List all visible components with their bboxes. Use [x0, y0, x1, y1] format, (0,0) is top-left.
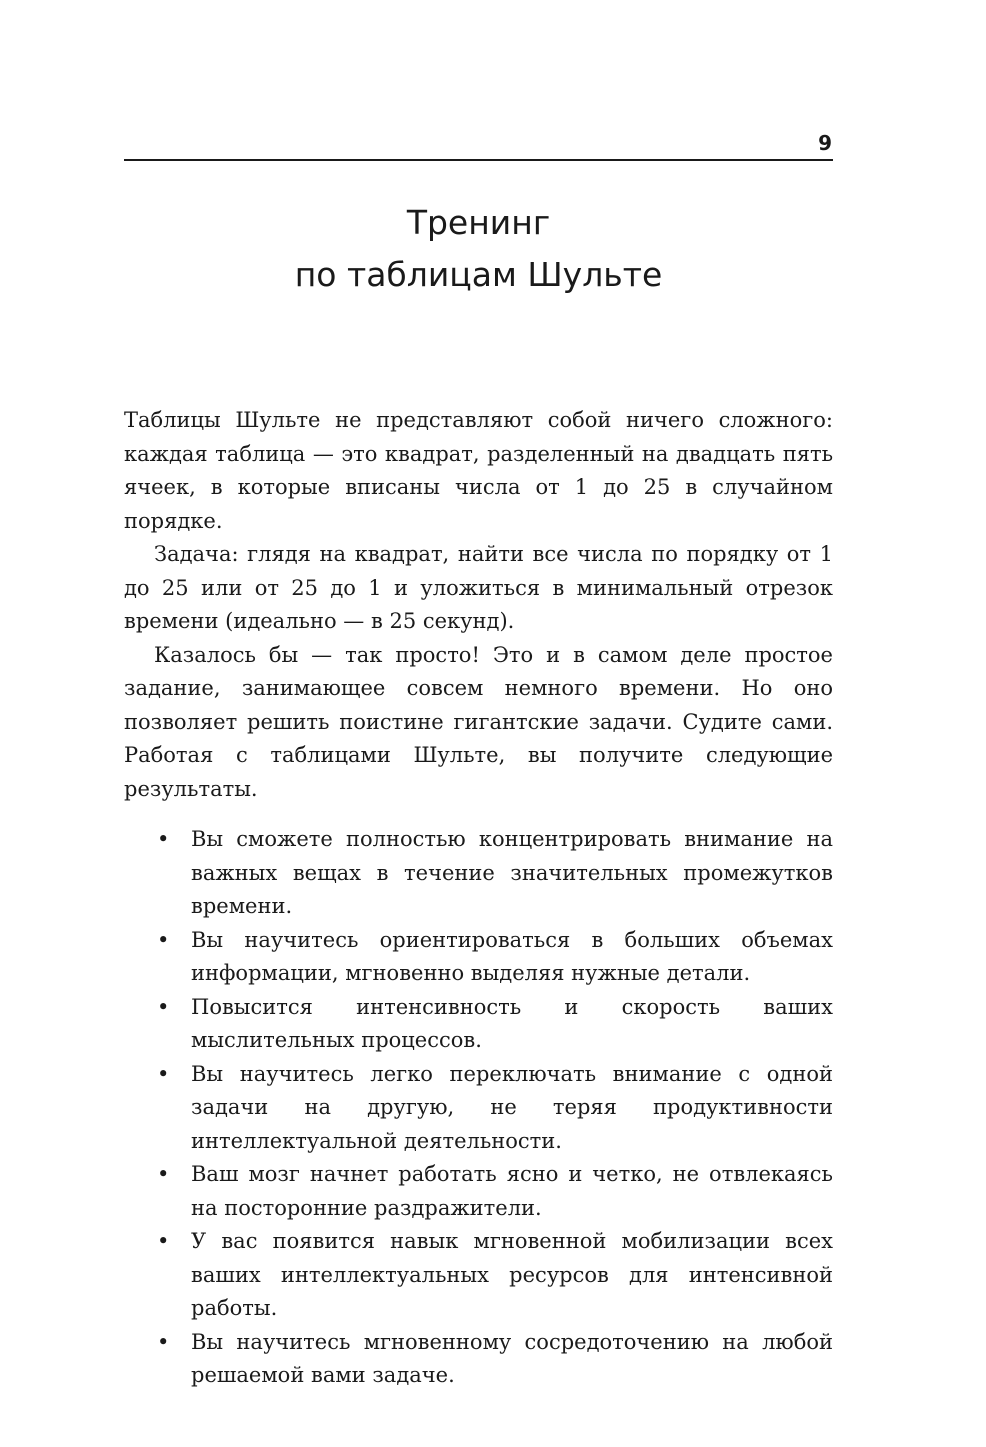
- paragraph: Казалось бы — так просто! Это и в самом деле простое задание, занимающее совсем немного времени. Но оно позволяет решить поистине гигантские задачи. Судите сами. Работая с таблицами Шульте, вы получите следующие результаты.: [124, 642, 833, 801]
- list-item-text: У вас появится навык мгновенной мобилизации всех ваших интеллектуальных ресурсов для интенсивной работы.: [191, 1229, 833, 1320]
- paragraph: Таблицы Шульте не представляют собой ничего сложного: каждая таблица — это квадрат, разделенный на двадцать пять ячеек, в которые вписаны числа от 1 до 25 в случайном порядке.: [124, 408, 833, 533]
- chapter-title-line-1: Тренинг: [406, 203, 551, 242]
- list-item: [124, 1225, 833, 1326]
- chapter-title: [124, 197, 833, 301]
- paragraph: Задача: глядя на квадрат, найти все числа по порядку от 1 до 25 или от 25 до 1 и уложиться в минимальный отрезок времени (идеально — в 25 секунд).: [124, 542, 833, 633]
- list-item: [124, 1326, 833, 1393]
- list-item: [124, 1058, 833, 1159]
- header-rule: [124, 159, 833, 161]
- bullet-icon: •: [157, 1162, 170, 1186]
- list-item: [124, 823, 833, 924]
- bullet-icon: •: [157, 1061, 170, 1086]
- list-item: [124, 991, 833, 1058]
- chapter-title-line-2: по таблицам Шульте: [294, 255, 663, 294]
- bullet-icon: •: [157, 994, 170, 1019]
- bullet-icon: •: [157, 1329, 170, 1354]
- list-item: [124, 1158, 833, 1225]
- bullet-icon: •: [157, 927, 170, 952]
- list-item-text: Вы научитесь ориентироваться в больших объемах информации, мгновенно выделяя нужные детали.: [191, 927, 833, 985]
- list-item: [124, 924, 833, 991]
- list-item-text: Вы научитесь легко переключать внимание с одной задачи на другую, не теряя продуктивности интеллектуальной деятельности.: [191, 1061, 833, 1153]
- list-item-text: Повысится интенсивность и скорость ваших мыслительных процессов.: [191, 994, 833, 1052]
- results-list: [124, 823, 833, 1393]
- list-item-text: Ваш мозг начнет работать ясно и четко, не отвлекаясь на посторонние раздражители.: [191, 1162, 833, 1220]
- body-text: [124, 404, 833, 1393]
- bullet-icon: •: [157, 1229, 170, 1253]
- bullet-icon: •: [157, 827, 170, 851]
- page-number: 9: [818, 131, 832, 155]
- list-item-text: Вы научитесь мгновенному сосредоточению на любой решаемой вами задаче.: [191, 1329, 833, 1387]
- list-item-text: Вы сможете полностью концентрировать внимание на важных вещах в течение значительных промежутков времени.: [191, 827, 833, 918]
